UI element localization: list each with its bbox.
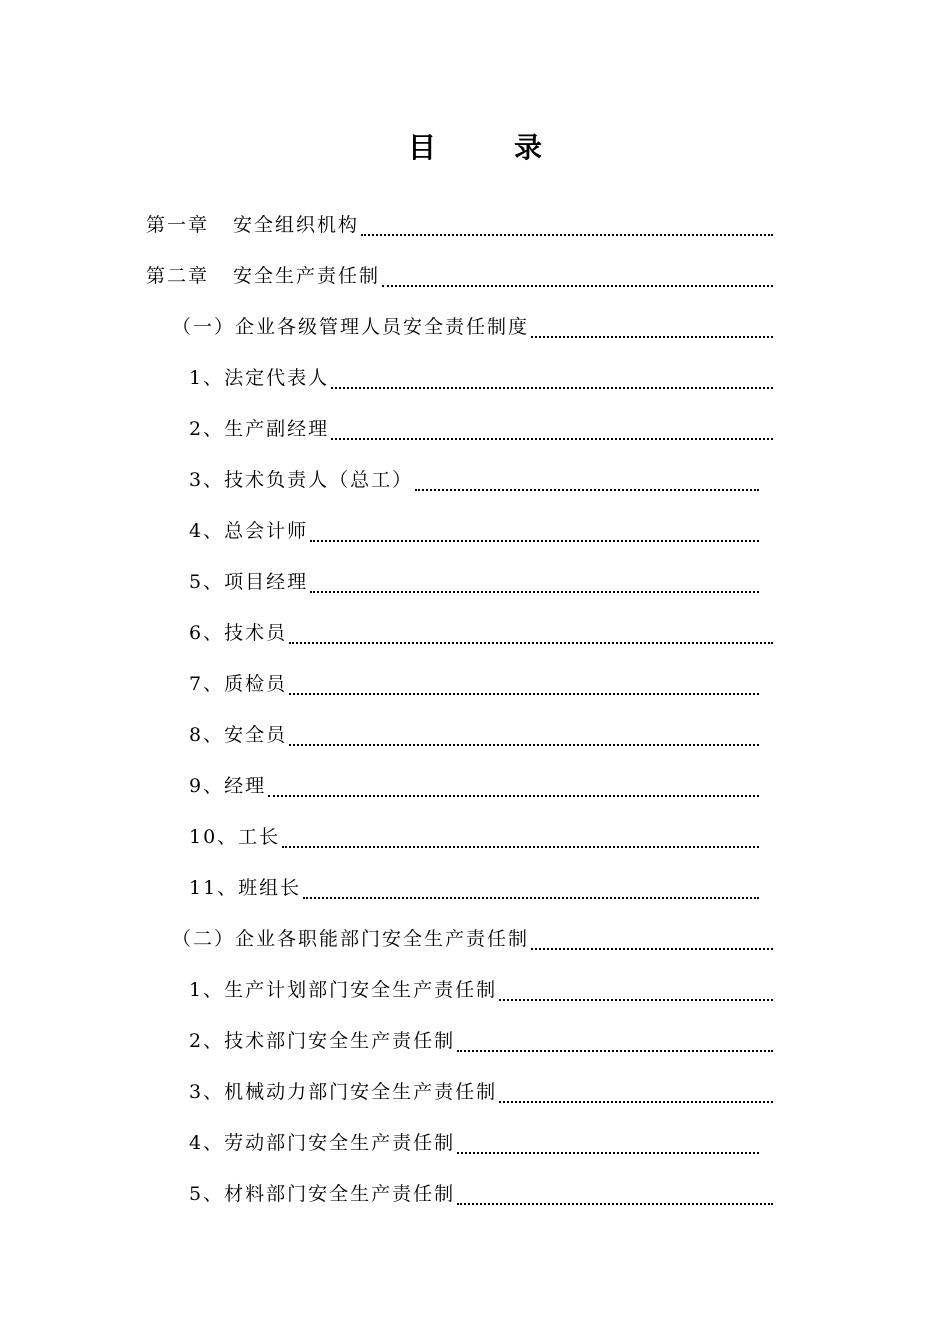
- chapter-title: 安全组织机构: [233, 214, 360, 236]
- toc-entry-item[interactable]: [0, 453, 759, 504]
- toc-entry-item[interactable]: [0, 1065, 773, 1116]
- toc-entry-label: 11、班组长: [189, 877, 302, 899]
- toc-entry-item[interactable]: [0, 1116, 759, 1167]
- toc-entry-item[interactable]: [0, 1014, 773, 1065]
- dot-leader: [303, 897, 759, 899]
- toc-entry-chapter-2[interactable]: [0, 249, 773, 300]
- toc-entry-item[interactable]: [0, 1167, 773, 1218]
- toc-entry-item[interactable]: [0, 963, 773, 1014]
- dot-leader: [457, 1152, 759, 1154]
- dot-leader: [282, 846, 759, 848]
- dot-leader: [499, 1101, 773, 1103]
- toc-entry-item[interactable]: [0, 555, 759, 606]
- toc-list: [0, 198, 950, 1218]
- dot-leader: [457, 1203, 773, 1205]
- dot-leader: [382, 285, 773, 287]
- toc-entry-item[interactable]: [0, 708, 759, 759]
- dot-leader: [457, 1050, 773, 1052]
- toc-entry-item[interactable]: [0, 861, 759, 912]
- chapter-number: 第一章: [146, 214, 210, 236]
- toc-entry-label: 1、生产计划部门安全生产责任制: [189, 979, 498, 1001]
- toc-entry-label: （二）企业各职能部门安全生产责任制: [172, 928, 530, 950]
- toc-entry-label: 5、项目经理: [189, 571, 309, 593]
- toc-entry-label: 9、经理: [189, 775, 267, 797]
- toc-entry-label: 1、法定代表人: [189, 367, 330, 389]
- toc-entry-section-2[interactable]: [0, 912, 773, 963]
- toc-entry-label: （一）企业各级管理人员安全责任制度: [172, 316, 530, 338]
- toc-entry-chapter-1[interactable]: [0, 198, 773, 249]
- toc-entry-label: 3、技术负责人（总工）: [189, 469, 414, 491]
- toc-entry-item[interactable]: [0, 759, 759, 810]
- toc-entry-item[interactable]: [0, 504, 759, 555]
- toc-entry-label: 3、机械动力部门安全生产责任制: [189, 1081, 498, 1103]
- dot-leader: [499, 999, 773, 1001]
- dot-leader: [289, 642, 773, 644]
- chapter-number: 第二章: [146, 265, 210, 287]
- dot-leader: [268, 795, 759, 797]
- toc-entry-item[interactable]: [0, 606, 773, 657]
- chapter-title: 安全生产责任制: [233, 265, 381, 287]
- toc-entry-label: 7、质检员: [189, 673, 288, 695]
- dot-leader: [310, 591, 759, 593]
- dot-leader: [289, 744, 759, 746]
- dot-leader: [415, 489, 759, 491]
- dot-leader: [289, 693, 759, 695]
- toc-entry-label: [146, 263, 380, 289]
- toc-entry-label: 5、材料部门安全生产责任制: [189, 1183, 456, 1205]
- toc-entry-label: [146, 212, 359, 238]
- toc-entry-item[interactable]: [0, 402, 773, 453]
- toc-entry-label: 4、总会计师: [189, 520, 309, 542]
- toc-entry-item[interactable]: [0, 351, 773, 402]
- dot-leader: [531, 336, 773, 338]
- toc-entry-label: 2、技术部门安全生产责任制: [189, 1030, 456, 1052]
- dot-leader: [310, 540, 759, 542]
- toc-entry-label: 2、生产副经理: [189, 418, 330, 440]
- dot-leader: [331, 387, 773, 389]
- toc-entry-label: 4、劳动部门安全生产责任制: [189, 1132, 456, 1154]
- toc-entry-item[interactable]: [0, 810, 759, 861]
- toc-entry-item[interactable]: [0, 657, 759, 708]
- toc-entry-label: 8、安全员: [189, 724, 288, 746]
- page-title: 目录: [407, 131, 620, 164]
- toc-entry-section-1[interactable]: [0, 300, 773, 351]
- dot-leader: [531, 948, 773, 950]
- toc-entry-label: 10、工长: [189, 826, 281, 848]
- dot-leader: [361, 234, 773, 236]
- toc-entry-label: 6、技术员: [189, 622, 288, 644]
- dot-leader: [331, 438, 773, 440]
